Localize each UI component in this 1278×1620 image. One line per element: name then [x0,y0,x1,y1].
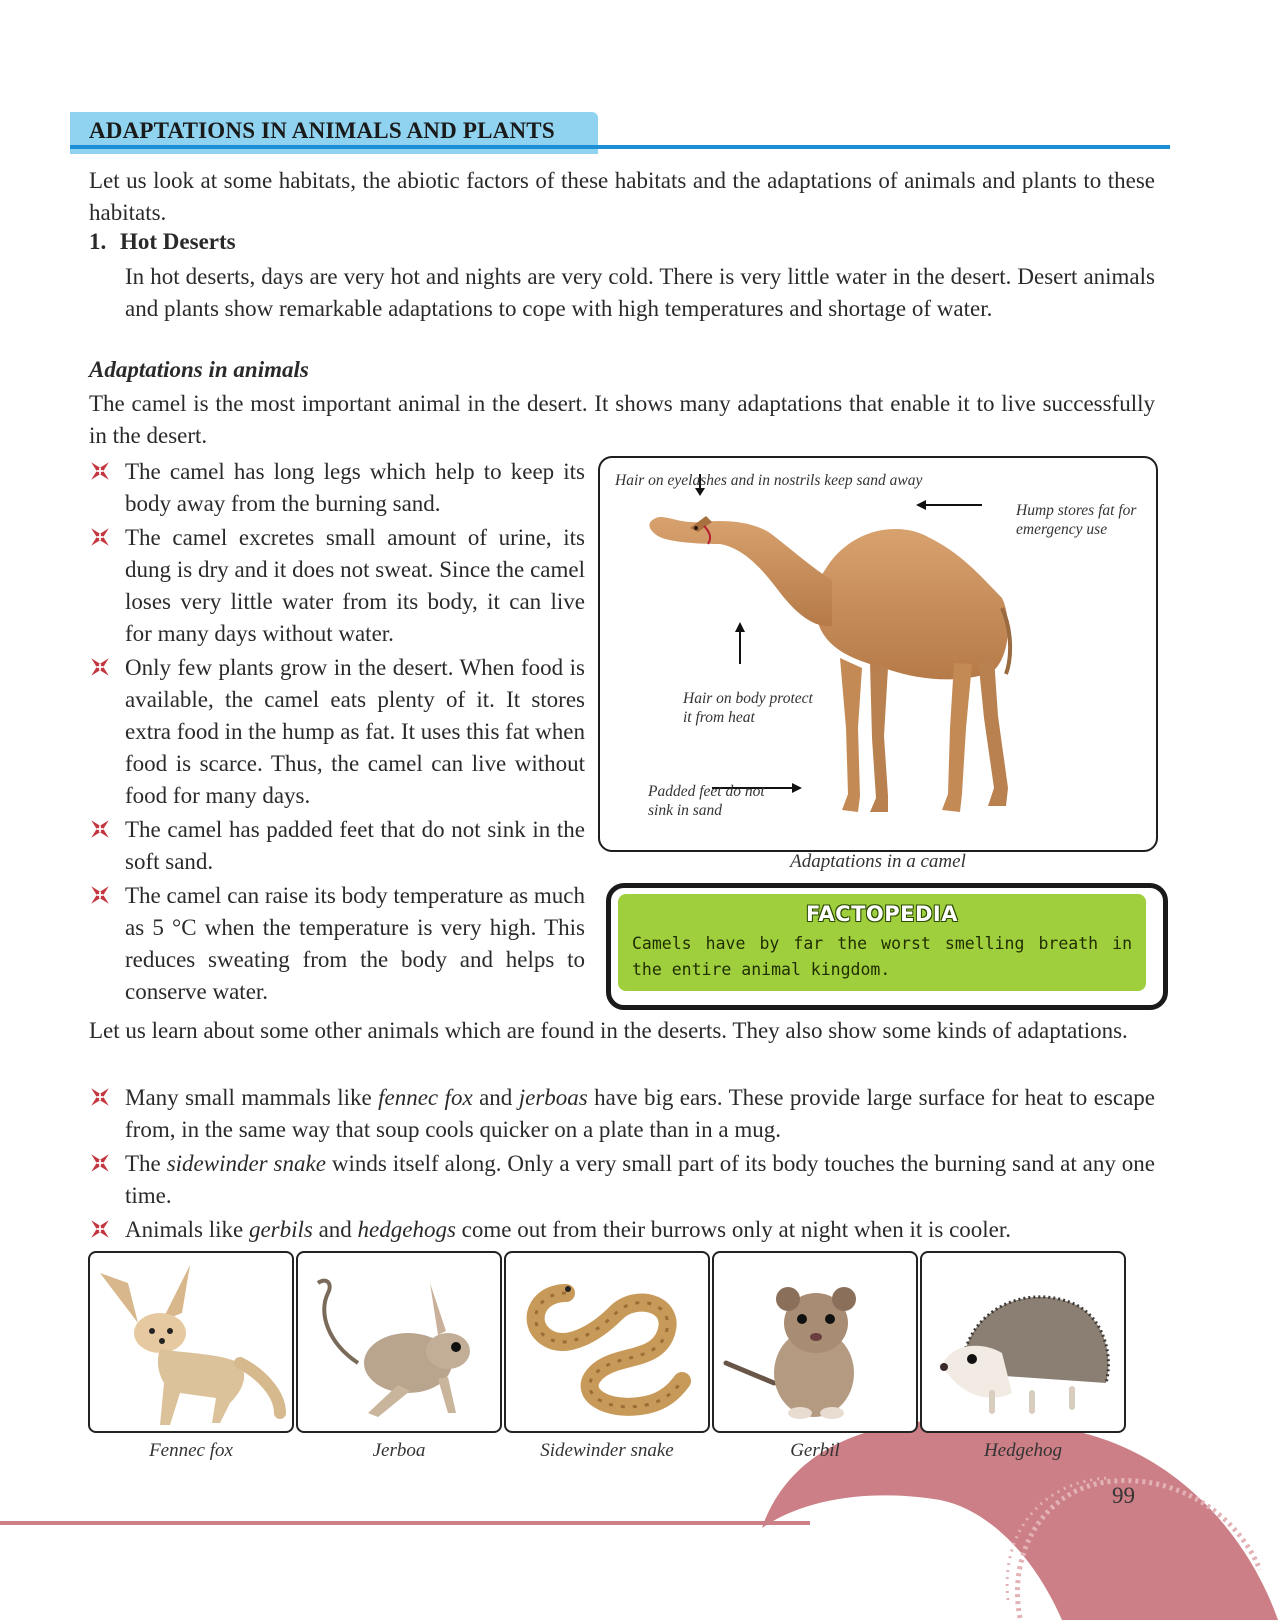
maltese-cross-bullet-icon [89,1152,111,1174]
maltese-cross-bullet-icon [89,1086,111,1108]
nocturnal-text [125,1214,1155,1246]
maltese-cross-bullet-icon [89,656,111,678]
maltese-cross-bullet-icon [89,884,111,906]
camel-bullet-text: The camel has padded feet that do not sink in the soft sand. [125,817,585,874]
caption-gerbil: Gerbil [790,1440,840,1461]
caption-sidewinder-snake: Sidewinder snake [540,1440,674,1461]
list-item [89,1082,1155,1146]
label-eyelashes: Hair on eyelashes and in nostrils keep sand away [615,472,923,489]
maltese-cross-bullet-icon [89,818,111,840]
hot-deserts-heading [89,229,236,255]
list-item [89,1148,1155,1212]
intro-paragraph: Let us look at some habitats, the abiotic factors of these habitats and the adaptations of animals and plants to these habitats. [89,168,1155,225]
list-item [89,652,585,812]
section-header-rule [70,145,1170,149]
term-sidewinder-snake: sidewinder snake [166,1151,326,1176]
term-gerbils: gerbils [248,1217,313,1242]
page-number: 99 [1112,1483,1135,1508]
big-ears-text [125,1082,1155,1146]
camel-bullet-text: The camel can raise its body temperature as much as 5 °C when the temperature is very high. This reduces sweating from the body and helps to conserve water. [125,883,585,1004]
caption-fennec-fox: Fennec fox [149,1440,233,1461]
camel-figure-caption: Adaptations in a camel [790,851,966,872]
jerboa-image [296,1251,502,1433]
maltese-cross-bullet-icon [89,526,111,548]
fennec-fox-image [88,1251,294,1433]
maltese-cross-bullet-icon [89,460,111,482]
text-run: have big ears. These provide large surface for heat to escape from, in the same way that soup cools quicker on a plate than in a mug. [125,1085,1155,1142]
term-jerboas: jerboas [518,1085,588,1110]
caption-hedgehog: Hedgehog [983,1440,1063,1461]
text-run: The [125,1151,167,1176]
camel-bullet-text: Only few plants grow in the desert. When food is available, the camel eats plenty of it. It stores extra food in the hump as fat. It uses this fat when food is scarce. Thus, the camel can live without food for many days. [125,655,585,808]
other-animals-list [89,1082,1155,1246]
snake-icon [506,1253,708,1431]
label-body-line-1: Hair on body protect [683,690,813,707]
term-fennec-fox: fennec fox [378,1085,473,1110]
gerbil-image [712,1251,918,1433]
text-run: winds itself along. Only a very small part of its body touches the burning sand at any one time. [125,1151,1155,1208]
hedgehog-image [920,1251,1126,1433]
fennec-fox-icon [90,1253,292,1431]
sidewinder-snake-image [504,1251,710,1433]
hot-deserts-number: 1. [89,229,107,254]
list-item [89,880,585,1008]
text-run: Animals like [125,1217,249,1242]
label-feet-line-1: Padded feet do not [648,783,765,800]
hot-deserts-title: Hot Deserts [120,229,236,254]
camel-bullet-text: The camel has long legs which help to keep its body away from the burning sand. [125,459,585,516]
label-hump-line-1: Hump stores fat for [1016,502,1137,519]
label-body-line-2: it from heat [683,709,755,726]
section-title: ADAPTATIONS IN ANIMALS AND PLANTS [89,118,555,143]
hedgehog-icon [922,1253,1124,1431]
camel-bullet-text: The camel excretes small amount of urine, its dung is dry and it does not sweat. Since the camel loses very little water from its body, it can live for many days without water. [125,525,585,646]
adaptations-heading: Adaptations in animals [89,357,309,382]
text-run: and [472,1085,519,1110]
maltese-cross-bullet-icon [89,1218,111,1240]
camel-bullet-list [89,456,585,1008]
caption-jerboa: Jerboa [372,1440,426,1461]
other-animals-intro: Let us learn about some other animals which are found in the deserts. They also show some kinds of adaptations. [89,1018,1128,1043]
jerboa-icon [298,1253,500,1431]
label-hump-line-2: emergency use [1016,521,1108,538]
camel-intro: The camel is the most important animal in the desert. It shows many adaptations that enable it to live successfully in the desert. [89,391,1155,448]
label-feet-line-2: sink in sand [648,802,723,819]
list-item [89,522,585,650]
term-hedgehogs: hedgehogs [357,1217,456,1242]
text-run: Many small mammals like [125,1085,379,1110]
hot-deserts-text: In hot deserts, days are very hot and nights are very cold. There is very little water in the desert. Desert animals and plants show remarkable adaptations to cope with high temperatures and shortage of water. [125,264,1155,321]
factopedia-text: Camels have by far the worst smelling breath in the entire animal kingdom. [632,934,1132,979]
text-run: and [312,1217,358,1242]
list-item [89,814,585,878]
gerbil-icon [714,1253,916,1431]
factopedia-title: FACTOPEDIA [805,902,958,926]
sidewinder-text [125,1148,1155,1212]
text-run: come out from their burrows only at night when it is cooler. [455,1217,1012,1242]
list-item [89,456,585,520]
list-item [89,1214,1155,1246]
